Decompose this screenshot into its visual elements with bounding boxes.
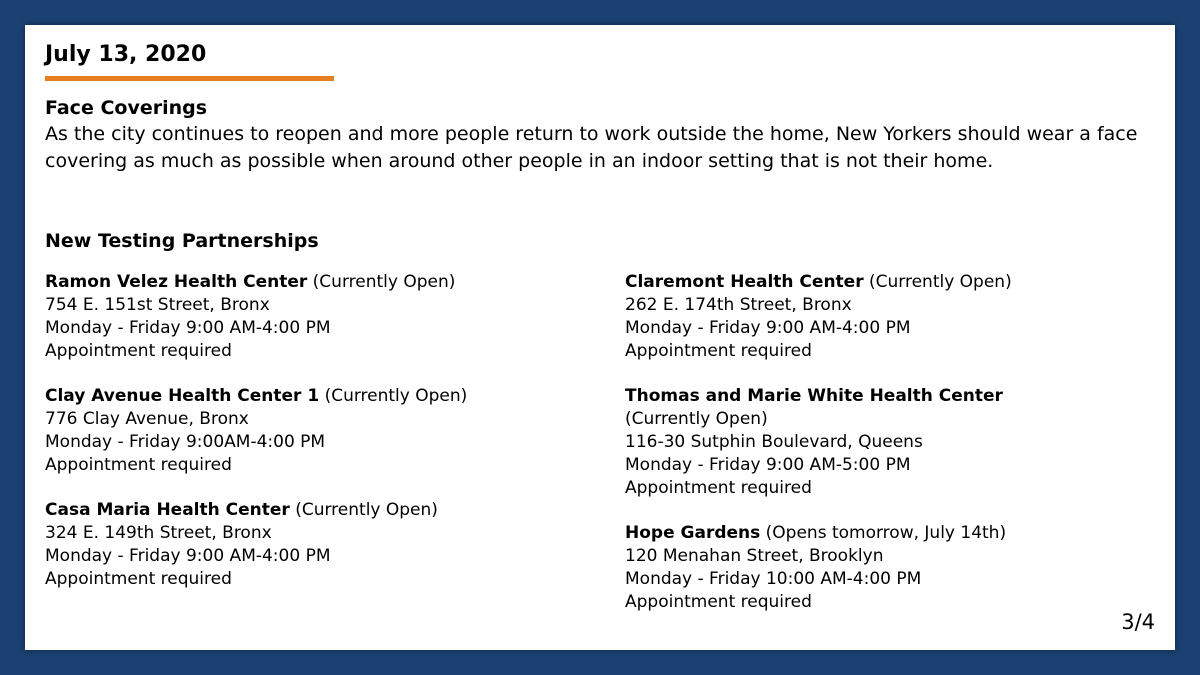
- site-address: 324 E. 149th Street, Bronx: [45, 523, 272, 543]
- testing-site: [625, 271, 1145, 363]
- testing-site: [45, 271, 565, 363]
- site-address: 116-30 Sutphin Boulevard, Queens: [625, 432, 923, 452]
- site-name: Clay Avenue Health Center 1: [45, 386, 320, 406]
- accent-rule: [45, 76, 334, 81]
- site-status: (Currently Open): [625, 409, 768, 429]
- site-note: Appointment required: [45, 569, 232, 589]
- site-name: Ramon Velez Health Center: [45, 272, 308, 292]
- site-note: Appointment required: [625, 592, 812, 612]
- site-status: (Currently Open): [289, 500, 438, 520]
- site-status: (Currently Open): [307, 272, 456, 292]
- testing-site: [625, 522, 1145, 614]
- site-address: 776 Clay Avenue, Bronx: [45, 409, 249, 429]
- site-hours: Monday - Friday 9:00 AM-4:00 PM: [45, 318, 331, 338]
- site-note: Appointment required: [45, 455, 232, 475]
- site-note: Appointment required: [45, 341, 232, 361]
- site-hours: Monday - Friday 9:00 AM-4:00 PM: [45, 546, 331, 566]
- site-address: 120 Menahan Street, Brooklyn: [625, 546, 884, 566]
- site-name: Hope Gardens: [625, 523, 761, 543]
- site-address: 262 E. 174th Street, Bronx: [625, 295, 852, 315]
- site-hours: Monday - Friday 9:00AM-4:00 PM: [45, 432, 326, 452]
- testing-site: [45, 385, 565, 477]
- site-hours: Monday - Friday 10:00 AM-4:00 PM: [625, 569, 922, 589]
- face-coverings-heading: Face Coverings: [45, 97, 208, 119]
- site-name: Thomas and Marie White Health Center: [625, 386, 1003, 406]
- testing-site: [625, 385, 1145, 500]
- page-number: 3/4: [1121, 610, 1155, 634]
- face-coverings-text: As the city continues to reopen and more people return to work outside the home, New Yorkers should wear a face covering as much as possible when around other people in an indoor setting that is not their home.: [45, 123, 1138, 172]
- slide-date: July 13, 2020: [45, 42, 207, 67]
- site-name: Casa Maria Health Center: [45, 500, 290, 520]
- site-status: (Currently Open): [319, 386, 468, 406]
- testing-sites-left-column: [45, 271, 565, 613]
- testing-heading: New Testing Partnerships: [45, 230, 319, 252]
- site-address: 754 E. 151st Street, Bronx: [45, 295, 270, 315]
- site-hours: Monday - Friday 9:00 AM-5:00 PM: [625, 455, 911, 475]
- site-status: (Currently Open): [863, 272, 1012, 292]
- testing-sites-right-column: [625, 271, 1145, 636]
- site-status: (Opens tomorrow, July 14th): [760, 523, 1007, 543]
- site-name: Claremont Health Center: [625, 272, 864, 292]
- site-note: Appointment required: [625, 478, 812, 498]
- testing-site: [45, 499, 565, 591]
- site-hours: Monday - Friday 9:00 AM-4:00 PM: [625, 318, 911, 338]
- slide-card: [25, 25, 1175, 650]
- site-note: Appointment required: [625, 341, 812, 361]
